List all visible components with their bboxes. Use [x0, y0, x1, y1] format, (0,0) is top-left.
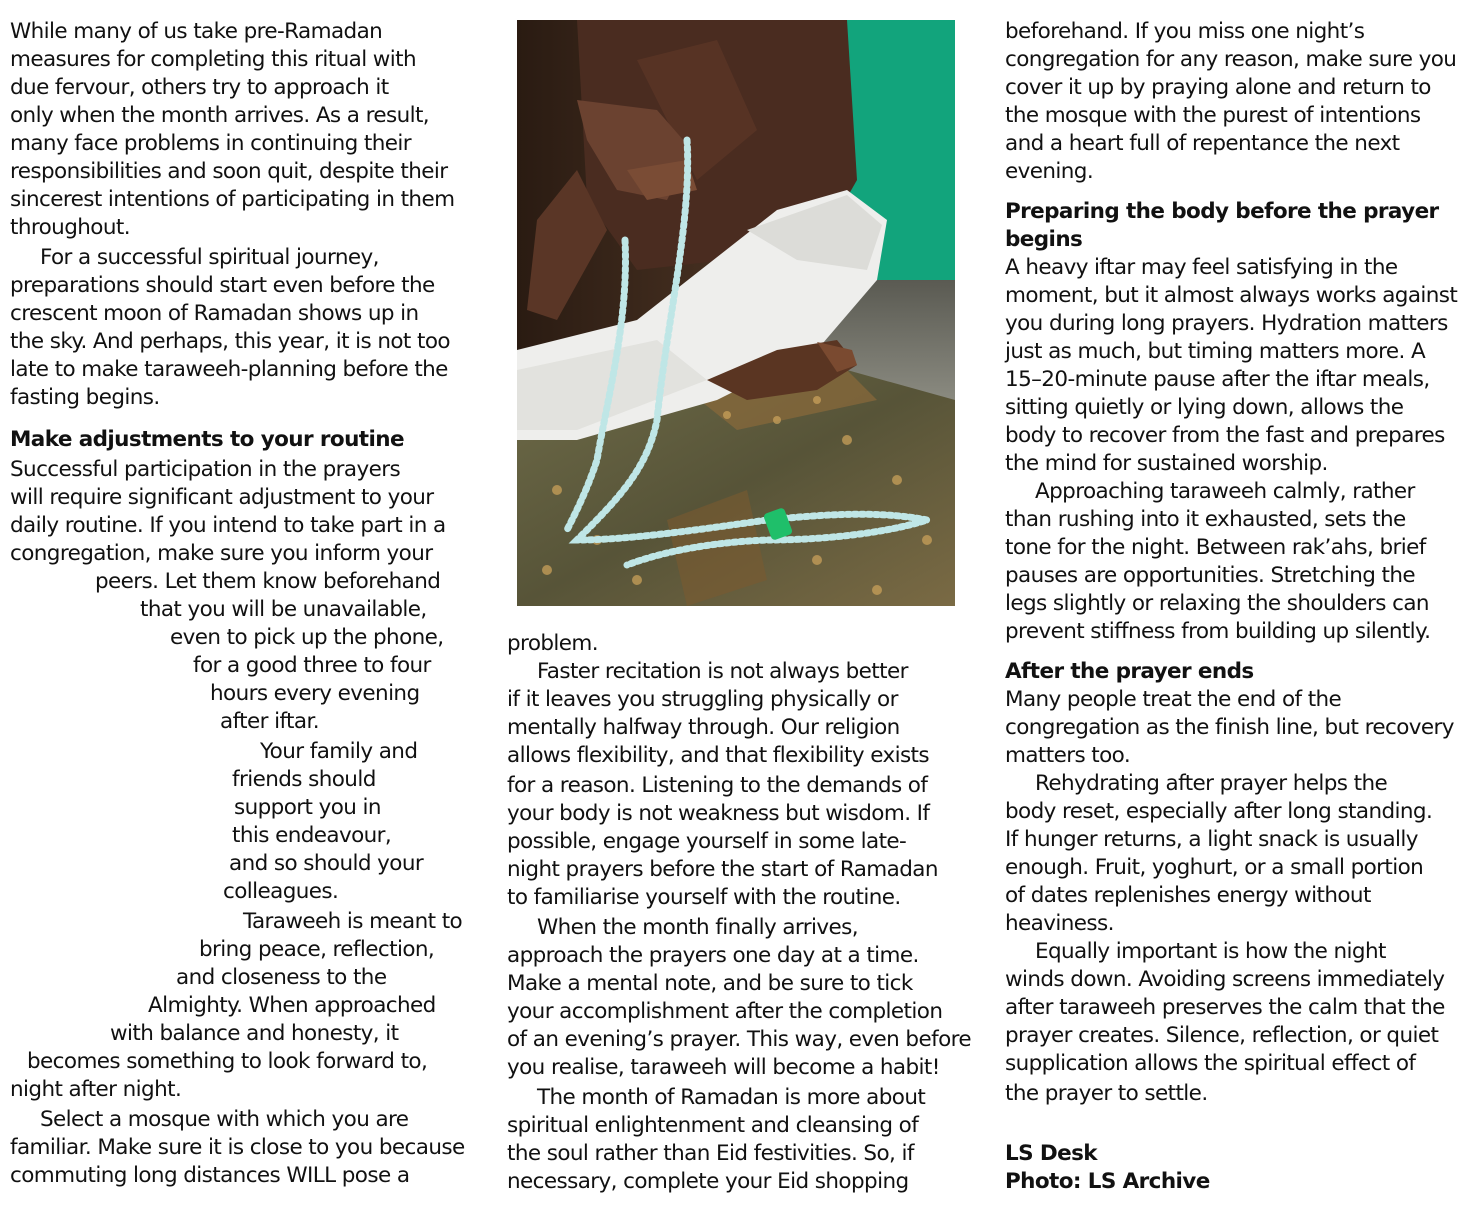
body-line: this endeavour, — [232, 823, 392, 848]
body-line: pauses are opportunities. Stretching the — [1005, 563, 1416, 588]
body-line: bring peace, reflection, — [199, 937, 435, 962]
body-line: sincerest intentions of participating in them — [10, 187, 455, 212]
body-line: that you will be unavailable, — [140, 597, 427, 622]
body-line: Make a mental note, and be sure to tick — [507, 971, 913, 996]
body-line: Successful participation in the prayers — [10, 457, 401, 482]
body-line: evening. — [1005, 159, 1094, 184]
body-line: colleagues. — [223, 879, 339, 904]
section-heading: After the prayer ends — [1005, 659, 1254, 684]
byline: LS Desk — [1005, 1141, 1097, 1166]
body-line: and closeness to the — [176, 965, 387, 990]
body-line: will require significant adjustment to your — [10, 485, 434, 510]
body-line: problem. — [507, 631, 598, 656]
body-line: for a good three to four — [193, 653, 431, 678]
body-line: body reset, especially after long standing. — [1005, 799, 1433, 824]
body-line: winds down. Avoiding screens immediately — [1005, 967, 1445, 992]
body-line: Faster recitation is not always better — [537, 659, 908, 684]
body-line: approach the prayers one day at a time. — [507, 943, 919, 968]
body-line: supplication allows the spiritual effect of — [1005, 1051, 1416, 1076]
body-line: friends should — [232, 767, 376, 792]
body-line: matters too. — [1005, 743, 1131, 768]
body-line: beforehand. If you miss one night’s — [1005, 19, 1365, 44]
body-line: due fervour, others try to approach it — [10, 75, 389, 100]
body-line: Almighty. When approached — [148, 993, 436, 1018]
body-line: Equally important is how the night — [1035, 939, 1386, 964]
body-line: many face problems in continuing their — [10, 131, 411, 156]
body-line: the sky. And perhaps, this year, it is not too — [10, 329, 450, 354]
section-heading: Preparing the body before the prayer — [1005, 199, 1439, 224]
body-line: measures for completing this ritual with — [10, 47, 417, 72]
body-line: you during long prayers. Hydration matters — [1005, 311, 1448, 336]
body-line: spiritual enlightenment and cleansing of — [507, 1113, 919, 1138]
body-line: cover it up by praying alone and return to — [1005, 75, 1431, 100]
body-line: than rushing into it exhausted, sets the — [1005, 507, 1406, 532]
body-line: While many of us take pre-Ramadan — [10, 19, 383, 44]
body-line: peers. Let them know beforehand — [95, 569, 441, 594]
body-line: legs slightly or relaxing the shoulders can — [1005, 591, 1429, 616]
body-line: Rehydrating after prayer helps the — [1035, 771, 1388, 796]
body-line: congregation for any reason, make sure you — [1005, 47, 1457, 72]
body-line: night prayers before the start of Ramadan — [507, 857, 938, 882]
body-line: mentally halfway through. Our religion — [507, 715, 900, 740]
body-line: congregation as the finish line, but recovery — [1005, 715, 1454, 740]
body-line: only when the month arrives. As a result, — [10, 103, 430, 128]
body-line: and a heart full of repentance the next — [1005, 131, 1400, 156]
body-line: of dates replenishes energy without — [1005, 883, 1371, 908]
body-line: prevent stiffness from building up silently. — [1005, 619, 1431, 644]
body-line: the mind for sustained worship. — [1005, 451, 1328, 476]
body-line: responsibilities and soon quit, despite their — [10, 159, 448, 184]
body-line: heaviness. — [1005, 911, 1114, 936]
body-line: possible, engage yourself in some late- — [507, 829, 907, 854]
body-line: becomes something to look forward to, — [27, 1049, 428, 1074]
body-line: prayer creates. Silence, reflection, or quiet — [1005, 1023, 1439, 1048]
body-line: if it leaves you struggling physically or — [507, 687, 898, 712]
body-line: late to make taraweeh-planning before the — [10, 357, 448, 382]
body-line: familiar. Make sure it is close to you because — [10, 1135, 465, 1160]
body-line: necessary, complete your Eid shopping — [507, 1169, 909, 1194]
body-line: hours every evening — [210, 681, 420, 706]
body-line: the soul rather than Eid festivities. So, if — [507, 1141, 914, 1166]
body-line: throughout. — [10, 215, 130, 240]
body-line: with balance and honesty, it — [110, 1021, 399, 1046]
body-line: allows flexibility, and that flexibility exists — [507, 743, 929, 768]
body-line: Your family and — [260, 739, 418, 764]
body-line: Many people treat the end of the — [1005, 687, 1342, 712]
body-line: just as much, but timing matters more. A — [1005, 339, 1426, 364]
body-line: after iftar. — [220, 709, 319, 734]
body-line: congregation, make sure you inform your — [10, 541, 433, 566]
body-line: crescent moon of Ramadan shows up in — [10, 301, 419, 326]
body-line: body to recover from the fast and prepares — [1005, 423, 1445, 448]
body-line: the mosque with the purest of intentions — [1005, 103, 1421, 128]
body-line: tone for the night. Between rak’ahs, brief — [1005, 535, 1426, 560]
body-line: your body is not weakness but wisdom. If — [507, 801, 930, 826]
body-line: sitting quietly or lying down, allows the — [1005, 395, 1404, 420]
body-line: Taraweeh is meant to — [243, 909, 463, 934]
body-line: after taraweeh preserves the calm that the — [1005, 995, 1445, 1020]
body-line: for a reason. Listening to the demands of — [507, 773, 928, 798]
prayer-beads-image — [517, 20, 955, 606]
body-line: A heavy iftar may feel satisfying in the — [1005, 255, 1398, 280]
body-line: For a successful spiritual journey, — [40, 245, 379, 270]
body-line: support you in — [234, 795, 381, 820]
section-heading: Make adjustments to your routine — [10, 427, 404, 452]
body-line: enough. Fruit, yoghurt, or a small portion — [1005, 855, 1424, 880]
body-line: and so should your — [229, 851, 424, 876]
body-line: of an evening’s prayer. This way, even before — [507, 1027, 972, 1052]
body-line: you realise, taraweeh will become a habit! — [507, 1055, 940, 1080]
body-line: Approaching taraweeh calmly, rather — [1035, 479, 1415, 504]
body-line: fasting begins. — [10, 385, 160, 410]
body-line: commuting long distances WILL pose a — [10, 1163, 410, 1188]
body-line: even to pick up the phone, — [170, 625, 444, 650]
body-line: daily routine. If you intend to take part in a — [10, 513, 446, 538]
body-line: If hunger returns, a light snack is usually — [1005, 827, 1418, 852]
body-line: to familiarise yourself with the routine. — [507, 885, 901, 910]
article-photo — [517, 20, 955, 606]
body-line: Select a mosque with which you are — [40, 1107, 409, 1132]
body-line: moment, but it almost always works against — [1005, 283, 1458, 308]
body-line: preparations should start even before the — [10, 273, 435, 298]
body-line: When the month finally arrives, — [537, 915, 858, 940]
body-line: the prayer to settle. — [1005, 1081, 1208, 1106]
body-line: your accomplishment after the completion — [507, 999, 943, 1024]
body-line: 15–20-minute pause after the iftar meals, — [1005, 367, 1430, 392]
photo-credit: Photo: LS Archive — [1005, 1169, 1210, 1194]
body-line: night after night. — [10, 1077, 182, 1102]
body-line: The month of Ramadan is more about — [537, 1085, 926, 1110]
section-heading: begins — [1005, 227, 1083, 252]
